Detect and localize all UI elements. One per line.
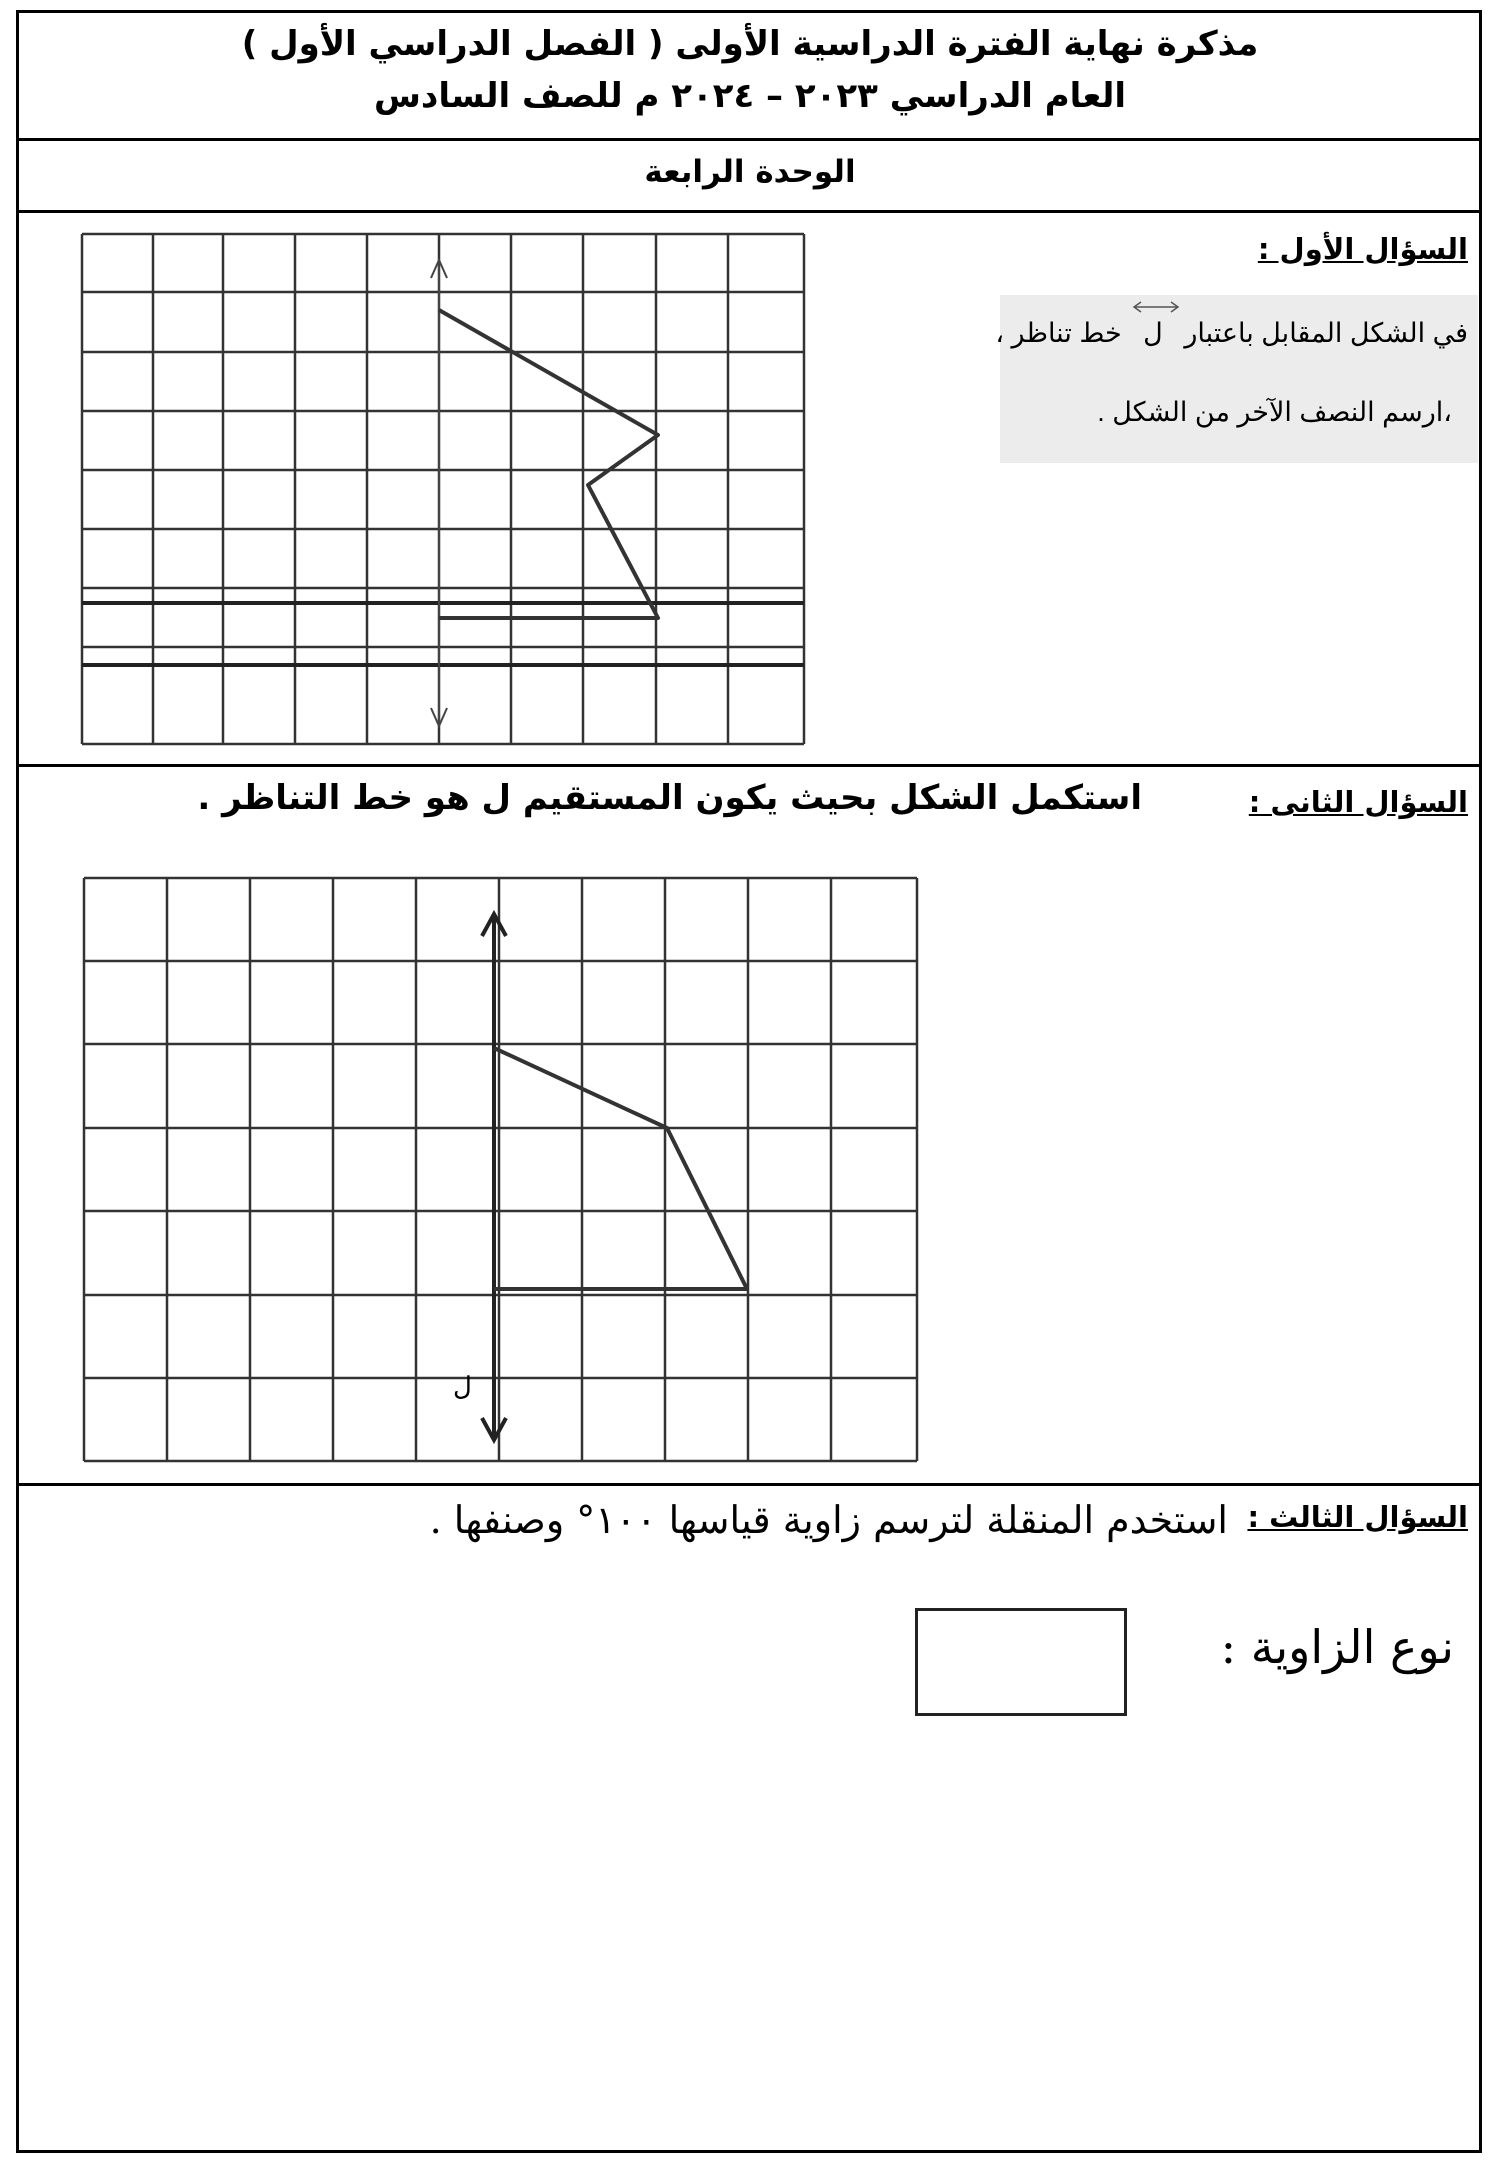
line-symbol-letter: ل (1143, 318, 1163, 348)
question3-label: السؤال الثالث : (1247, 1500, 1468, 1534)
angle-type-answer-box[interactable] (915, 1608, 1127, 1716)
header-divider (19, 138, 1479, 141)
question2-text: استكمل الشكل بحيث يكون المستقيم ل هو خط التناظر . (197, 778, 1142, 818)
angle-type-label: نوع الزاوية : (1220, 1620, 1454, 1674)
unit-divider (19, 210, 1479, 213)
question1-grid-figure (78, 230, 808, 748)
question1-half-shape (439, 310, 658, 618)
question1-line1 (995, 318, 1468, 349)
question1-line1-part1: في الشكل المقابل باعتبار (1184, 318, 1468, 348)
question1-divider (19, 764, 1479, 767)
question1-line2: ،ارسم النصف الآخر من الشكل . (1097, 397, 1452, 427)
question2-axis-label: ل (453, 1372, 472, 1401)
question1-label: السؤال الأول : (1257, 232, 1468, 266)
line-symbol (1143, 318, 1163, 349)
question2-divider (19, 1483, 1479, 1486)
question3-text: استخدم المنقلة لترسم زاوية قياسها ١٠٠° وصنفها . (429, 1498, 1228, 1542)
question2-grid-figure (82, 876, 922, 1466)
question2-symmetry-axis (482, 914, 506, 1440)
question1-symmetry-axis (431, 260, 447, 726)
question2-label: السؤال الثانى : (1248, 785, 1468, 819)
question2-half-shape (494, 1048, 747, 1289)
unit-title: الوحدة الرابعة (644, 154, 856, 190)
question1-bold-grid-lines (82, 603, 804, 665)
question1-line1-part2: خط تناظر ، (995, 318, 1122, 348)
double-arrow-icon (1131, 300, 1181, 314)
question2-grid-lines (84, 878, 917, 1461)
page-subtitle: العام الدراسي ٢٠٢٣ – ٢٠٢٤ م للصف السادس (373, 76, 1127, 116)
page-title: مذكرة نهاية الفترة الدراسية الأولى ( الفصل الدراسي الأول ) (241, 24, 1259, 64)
